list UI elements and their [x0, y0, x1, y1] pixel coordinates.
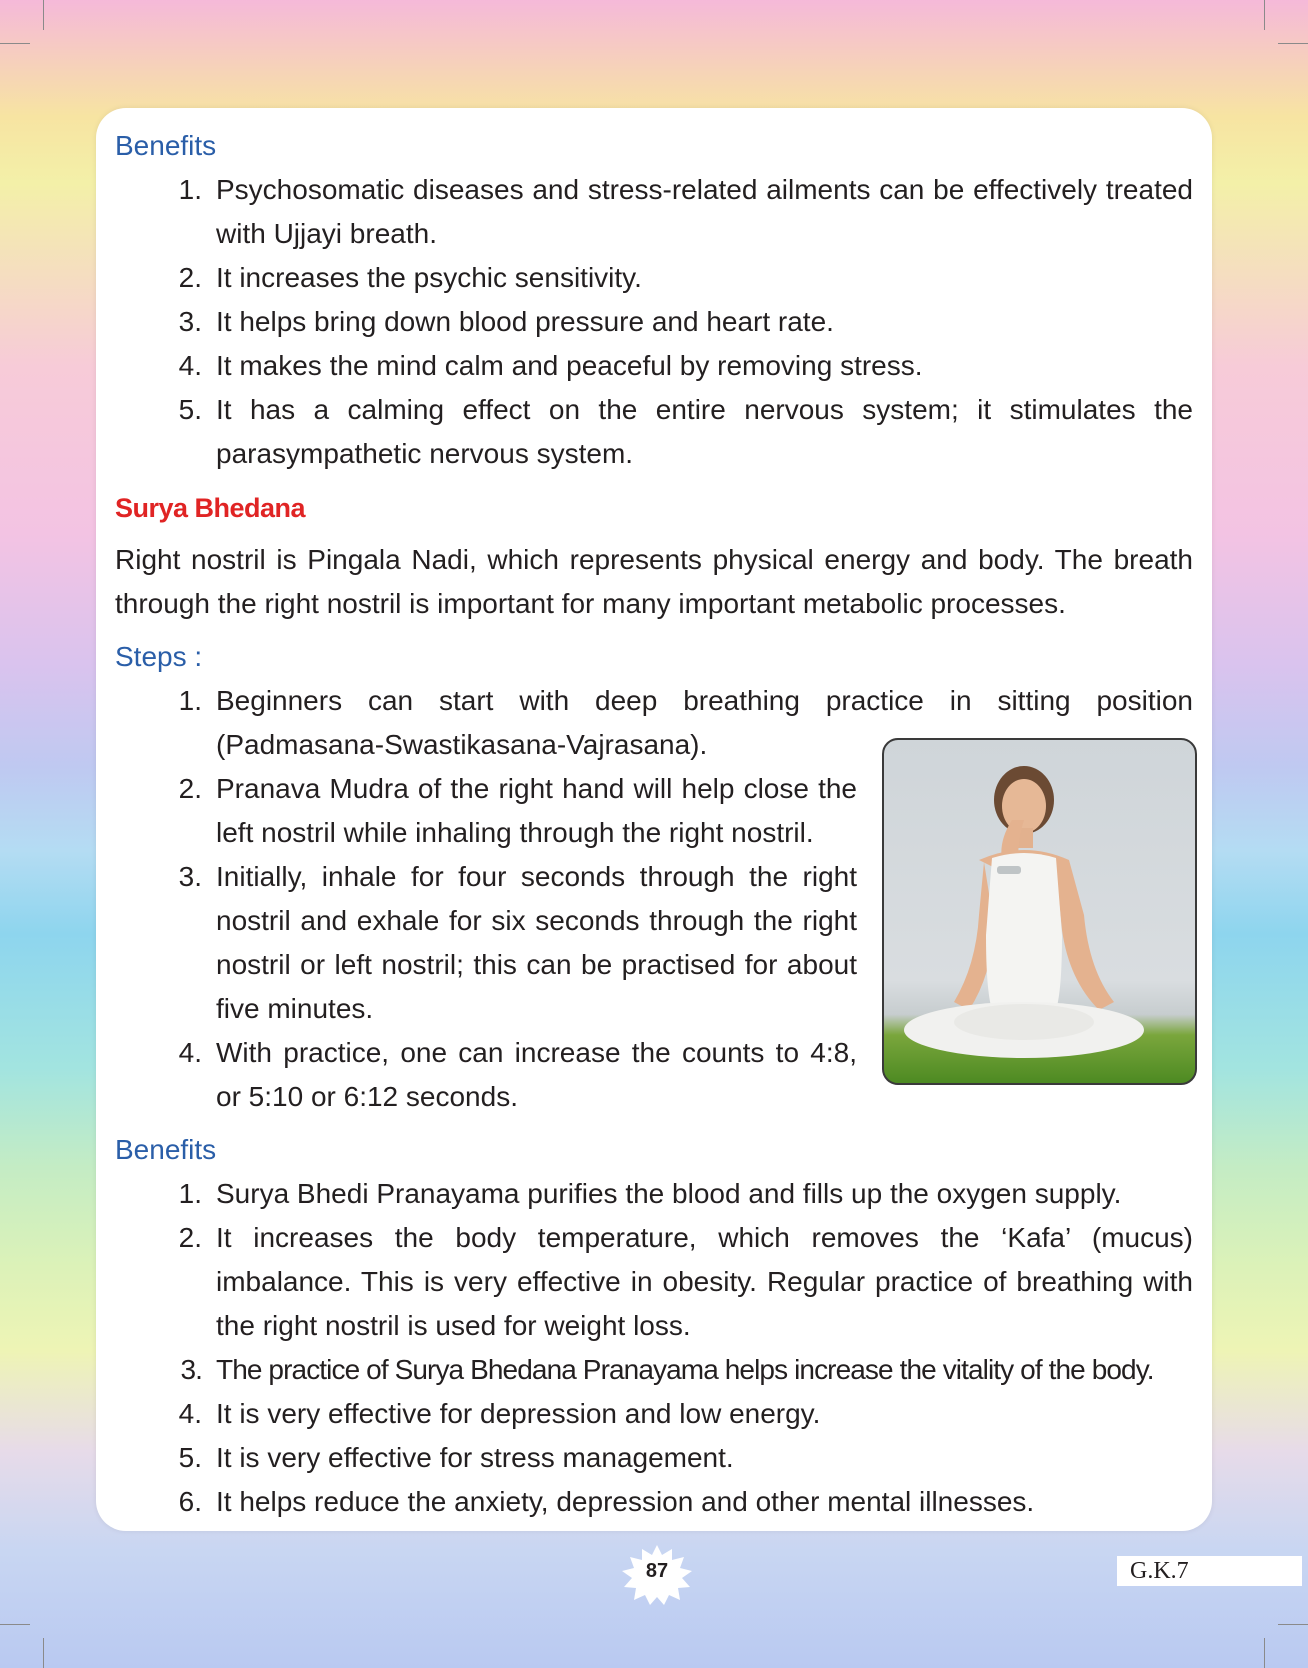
list-item: 3. It helps bring down blood pressure and heart rate.	[178, 306, 834, 337]
list-item: 5. It is very effective for stress management.	[178, 1442, 734, 1473]
list-item: 1. Psychosomatic diseases and stress-related ailments can be effectively treated with Ujjayi breath.	[178, 174, 1193, 249]
crop-mark	[0, 43, 30, 44]
page-number: 87	[645, 1560, 669, 1582]
list-item: 2. Pranava Mudra of the right hand will help close the left nostril while inhaling through the right nostril.	[178, 773, 857, 848]
crop-mark	[1264, 0, 1265, 30]
intro-paragraph: Right nostril is Pingala Nadi, which represents physical energy and body. The breath through the right nostril is important for many important metabolic processes.	[115, 544, 1193, 619]
meditation-photo	[882, 738, 1197, 1085]
list-item: 1. Beginners can start with deep breathing practice in sitting position (Padmasana-Swastikasana-Vajrasana).	[178, 685, 1193, 760]
list-item: 3. The practice of Surya Bhedana Pranayama helps increase the vitality of the body.	[180, 1354, 1154, 1385]
crop-mark	[1278, 43, 1308, 44]
benefits-heading: Benefits	[115, 130, 217, 161]
list-item: 4. It makes the mind calm and peaceful by removing stress.	[178, 350, 923, 381]
crop-mark	[43, 0, 44, 30]
list-item: 2. It increases the body temperature, which removes the ‘Kafa’ (mucus) imbalance. This is very effective in obesity. Regular practice of breathing with the right nostril is used for weight loss.	[178, 1222, 1193, 1341]
series-label: G.K.7	[1117, 1556, 1302, 1586]
crop-mark	[43, 1638, 44, 1668]
meditating-woman-image	[884, 740, 1195, 1083]
list-item: 5. It has a calming effect on the entire nervous system; it stimulates the parasympathetic nervous system.	[178, 394, 1193, 469]
steps-heading: Steps :	[115, 641, 203, 672]
list-item: 1. Surya Bhedi Pranayama purifies the blood and fills up the oxygen supply.	[178, 1178, 1122, 1209]
section-title: Surya Bhedana	[115, 493, 306, 523]
crop-mark	[0, 1624, 30, 1625]
list-item: 4. With practice, one can increase the counts to 4:8, or 5:10 or 6:12 seconds.	[178, 1037, 857, 1112]
list-item: 2. It increases the psychic sensitivity.	[178, 262, 642, 293]
crop-mark	[1278, 1624, 1308, 1625]
list-item: 3. Initially, inhale for four seconds through the right nostril and exhale for six seconds through the right nostril or left nostril; this can be practised for about five minutes.	[178, 861, 857, 1024]
list-item: 4. It is very effective for depression and low energy.	[178, 1398, 821, 1429]
steps-list-continued	[115, 767, 857, 1119]
crop-mark	[1264, 1638, 1265, 1668]
benefits-list	[115, 168, 1193, 476]
list-item: 6. It helps reduce the anxiety, depression and other mental illnesses.	[178, 1486, 1035, 1517]
benefits-heading-2: Benefits	[115, 1134, 217, 1165]
benefits-list-2	[115, 1172, 1193, 1524]
